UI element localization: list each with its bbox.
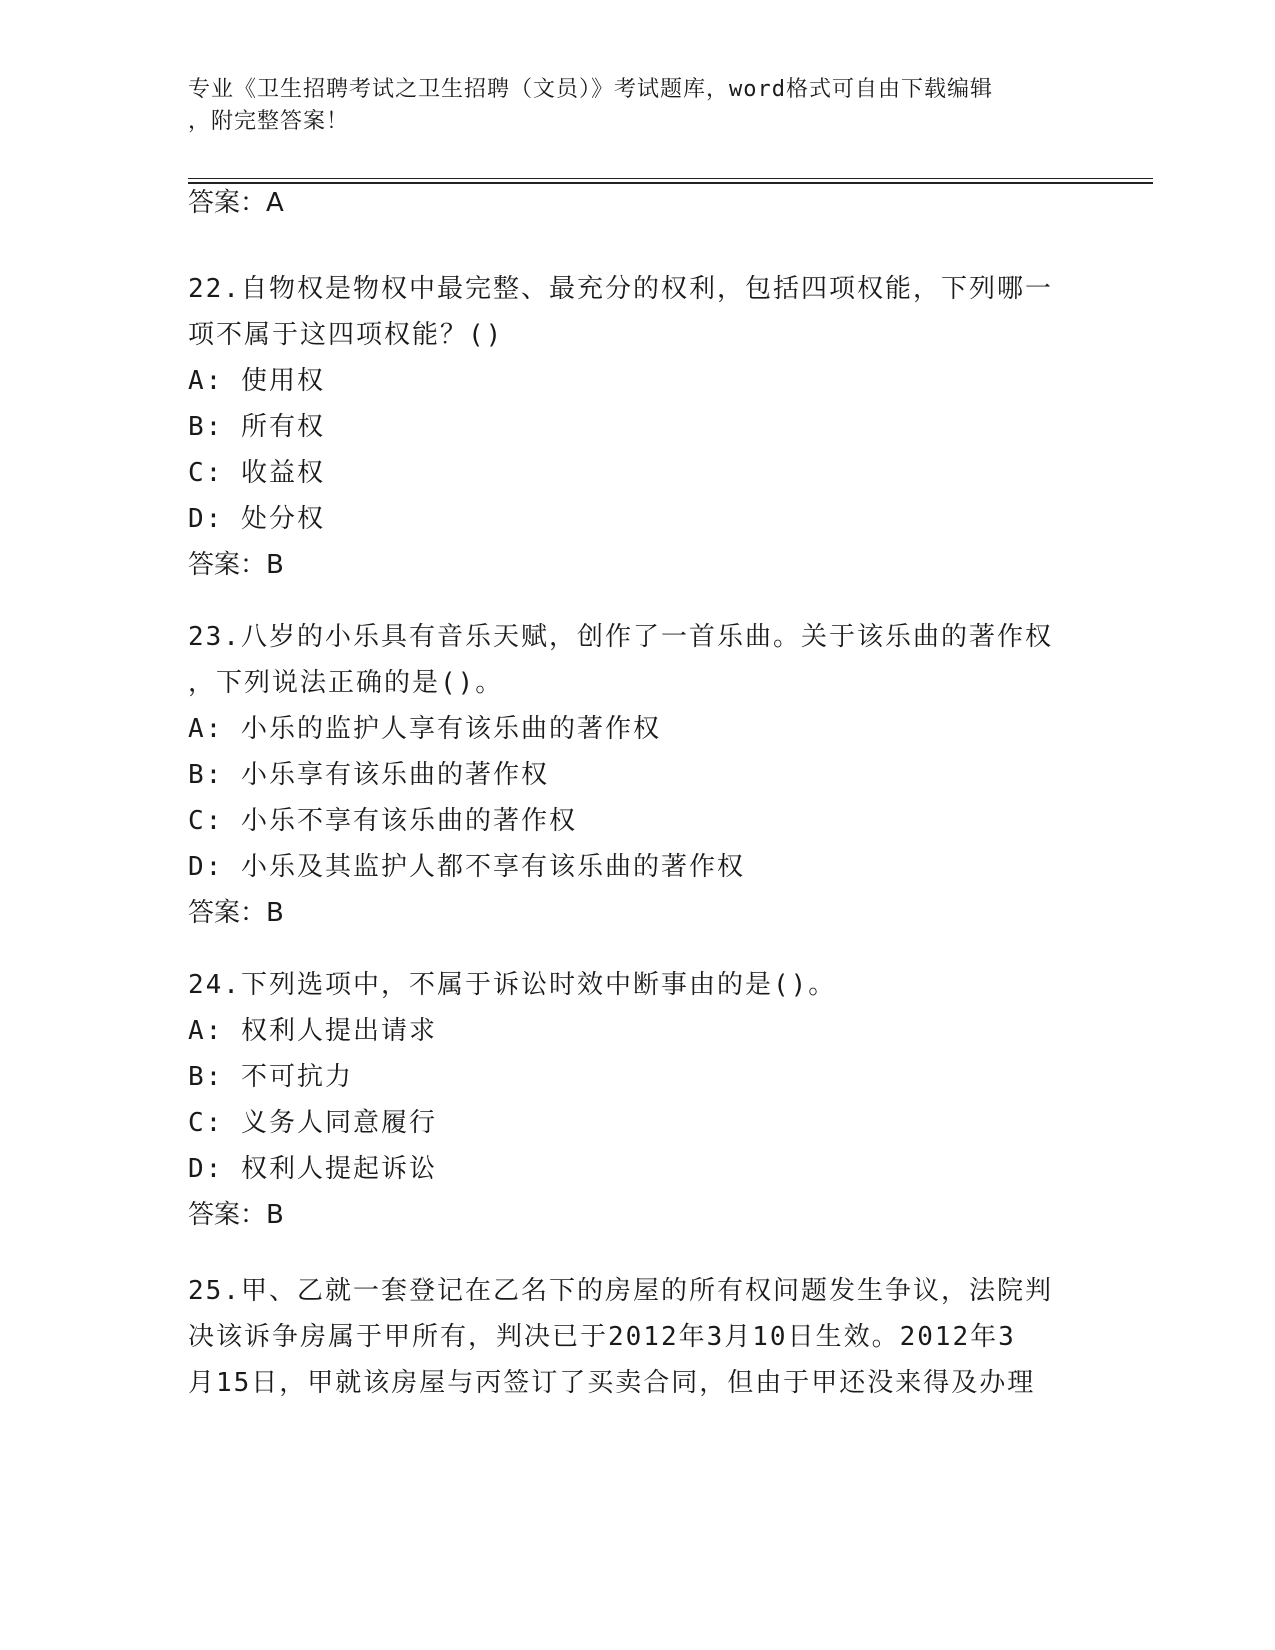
- header-divider-top: [188, 178, 1153, 179]
- question-24-option-d: D: 权利人提起诉讼: [188, 1154, 437, 1184]
- question-24-answer: 答案：B: [188, 1200, 284, 1230]
- question-23-option-a: A: 小乐的监护人享有该乐曲的著作权: [188, 714, 661, 744]
- question-23-line-2: ，下列说法正确的是()。: [188, 668, 504, 698]
- question-25-line-3: 月15日，甲就该房屋与丙签订了买卖合同，但由于甲还没来得及办理: [188, 1368, 1036, 1398]
- question-22-option-b: B: 所有权: [188, 412, 325, 442]
- question-23-line-1: 23.八岁的小乐具有音乐天赋，创作了一首乐曲。关于该乐曲的著作权: [188, 622, 1053, 652]
- question-23: [188, 614, 1088, 936]
- question-25-line-2: 决该诉争房属于甲所有，判决已于2012年3月10日生效。2012年3: [188, 1322, 1016, 1352]
- question-22-option-c: C: 收益权: [188, 458, 325, 488]
- question-24-option-b: B: 不可抗力: [188, 1062, 353, 1092]
- question-22-answer: 答案：B: [188, 550, 284, 580]
- question-25: [188, 1268, 1088, 1406]
- question-22-option-d: D: 处分权: [188, 504, 325, 534]
- question-22-line-2: 项不属于这四项权能？(): [188, 320, 504, 350]
- question-23-option-b: B: 小乐享有该乐曲的著作权: [188, 760, 549, 790]
- header-line-1: 专业《卫生招聘考试之卫生招聘（文员）》考试题库，word格式可自由下载编辑: [188, 77, 993, 102]
- question-24-option-a: A: 权利人提出请求: [188, 1016, 437, 1046]
- question-23-option-d: D: 小乐及其监护人都不享有该乐曲的著作权: [188, 852, 745, 882]
- question-25-line-1: 25.甲、乙就一套登记在乙名下的房屋的所有权问题发生争议，法院判: [188, 1276, 1053, 1306]
- document-header: [188, 74, 1068, 138]
- question-22: [188, 266, 1088, 588]
- question-23-answer: 答案：B: [188, 898, 284, 928]
- header-line-2: ，附完整答案！: [188, 109, 350, 134]
- question-24-line-1: 24.下列选项中，不属于诉讼时效中断事由的是()。: [188, 970, 837, 1000]
- question-24: [188, 962, 1088, 1238]
- question-22-option-a: A: 使用权: [188, 366, 325, 396]
- question-22-line-1: 22.自物权是物权中最完整、最充分的权利，包括四项权能，下列哪一: [188, 274, 1053, 304]
- question-23-option-c: C: 小乐不享有该乐曲的著作权: [188, 806, 577, 836]
- answer-21: 答案：A: [188, 188, 284, 218]
- question-24-option-c: C: 义务人同意履行: [188, 1108, 437, 1138]
